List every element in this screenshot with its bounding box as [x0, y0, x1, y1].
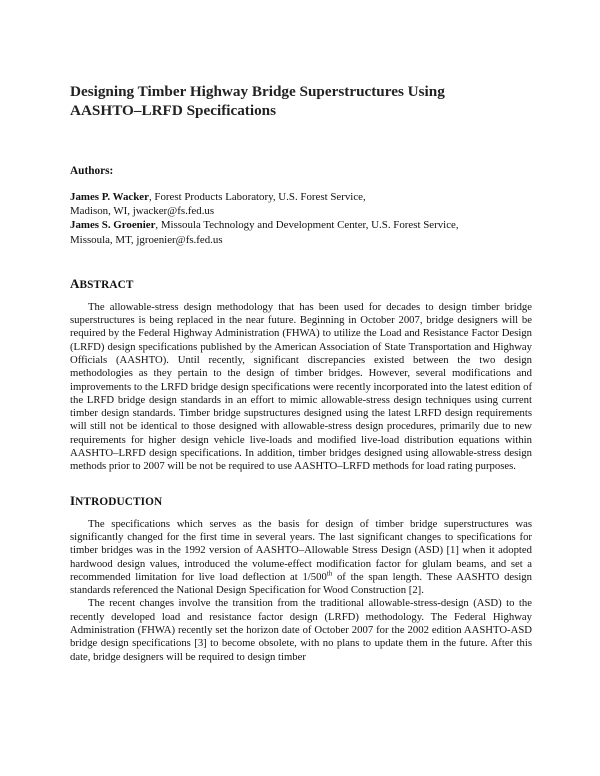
- title-line-1: Designing Timber Highway Bridge Superstructures Using: [70, 83, 445, 100]
- introduction-heading-rest: NTRODUCTION: [75, 495, 163, 508]
- paper-title: [70, 82, 532, 120]
- author-2-affiliation: , Missoula Technology and Development Center, U.S. Forest Service,: [155, 219, 459, 232]
- abstract-section: [70, 277, 532, 474]
- intro-p1-text-end: of the span length. These AASHTO design standards referenced the National Design Specification for Wood Construction [2].: [70, 570, 532, 597]
- author-2-line-1: [70, 218, 532, 232]
- intro-p1-text: The specifications which serves as the basis for design of timber bridge superstructures was significantly changed for the first time in several years. The last significant changes to specifications for timber bridges was in the 1992 version of AASHTO–Allowable Stress Design (ASD) [1] when it adopted hardwood design values, introduced the volume-effect modification factor for glulam beams, and set a recommended limitation for live load deflection at 1/500: [70, 517, 532, 583]
- authors-label: Authors:: [70, 165, 114, 177]
- introduction-section: [70, 494, 532, 664]
- paper-page: [70, 82, 532, 664]
- author-1-name: James P. Wacker: [70, 191, 149, 203]
- title-line-2: AASHTO–LRFD Specifications: [70, 102, 277, 119]
- author-2-line-2: Missoula, MT, jgroenier@fs.fed.us: [70, 233, 223, 246]
- author-2-name: James S. Groenier: [70, 219, 156, 232]
- abstract-text: The allowable-stress design methodology that has been used for decades to design timber bridge superstructures is being replaced in the near future. Beginning in October 2007, bridge designers will be required by the Federal Highway Administration (FHWA) to utilize the Load and Resistance Factor Design (LRFD) design specifications published by the American Association of State Transportation and Highway Officials (AASHTO). Until recently, significant discrepancies existed between the two design methodologies as they pertain to the design of timber bridges. However, several modifications and improvements to the LRFD bridge design specifications were recently incorporated into the latest edition of the LRFD bridge design standards in an effort to mimic allowable-stress design techniques using current timber design standards. Timber bridge supstructures designed using the latest LRFD design requirements will still not be identical to those designed with allowable-stress design procedures, primarily due to new requirements for higher design vehicle live-loads and modified live-load distribution equations within AASHTO–LRFD design specifications. In addition, timber bridges designed using allowable-stress design methods prior to 2007 will be not be required to use AASHTO–LRFD methods for load rating purposes.: [70, 300, 532, 473]
- abstract-heading: [70, 277, 532, 292]
- intro-p1-superscript: th: [326, 569, 333, 578]
- introduction-heading: [70, 494, 532, 509]
- introduction-heading-cap: I: [70, 492, 76, 508]
- author-1-affiliation: , Forest Products Laboratory, U.S. Forest Service,: [148, 191, 366, 203]
- introduction-paragraph-2: The recent changes involve the transition from the traditional allowable-stress-design (ASD) to the recently developed load and resistance factor design (LRFD) methodology. The Federal Highway Administration (FHWA) recently set the horizon date of October 2007 for the 2002 edition AASHTO-ASD bridge design specifications [3] to become obsolete, with no plans to update them in the future. After this date, bridge designers will be required to design timber: [70, 597, 532, 663]
- author-1-line-1: [70, 190, 532, 204]
- abstract-heading-rest: BSTRACT: [79, 278, 134, 291]
- introduction-paragraph-1: [70, 518, 532, 598]
- abstract-heading-cap: A: [70, 275, 80, 291]
- authors-block: [70, 190, 532, 247]
- author-1-line-2: Madison, WI, jwacker@fs.fed.us: [70, 205, 215, 218]
